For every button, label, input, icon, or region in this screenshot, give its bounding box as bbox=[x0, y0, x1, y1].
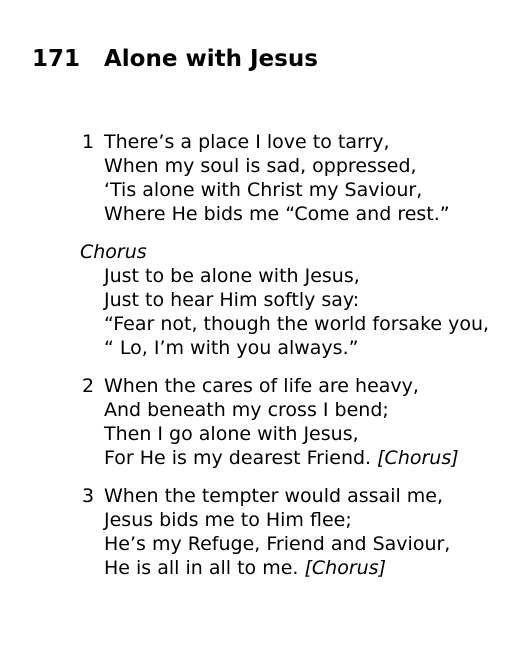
verse-line bbox=[80, 422, 489, 446]
verse-line-text: When the tempter would assail me, bbox=[104, 485, 444, 507]
verse-3 bbox=[80, 484, 489, 580]
verse-line bbox=[80, 508, 489, 532]
verse-line bbox=[80, 130, 489, 154]
verse-line bbox=[80, 556, 489, 580]
verse-line bbox=[80, 532, 489, 556]
verse-line-text: Then I go alone with Jesus, bbox=[104, 423, 359, 445]
verse-1 bbox=[80, 130, 489, 226]
verse-number: 1 bbox=[82, 131, 95, 153]
verse-line-text: And beneath my cross I bend; bbox=[104, 399, 389, 421]
hymn-body bbox=[80, 130, 489, 594]
chorus-line bbox=[80, 312, 489, 336]
hymn-number: 171 bbox=[32, 46, 81, 72]
verse-line-text: He is all in all to me. bbox=[104, 557, 299, 579]
verse-line bbox=[80, 398, 489, 422]
verse-line bbox=[80, 178, 489, 202]
verse-line bbox=[80, 484, 489, 508]
verse-line-text: Jesus bids me to Him flee; bbox=[104, 509, 352, 531]
hymn-header bbox=[32, 46, 318, 72]
verse-number: 2 bbox=[82, 375, 95, 397]
verse-line-text: He’s my Refuge, Friend and Saviour, bbox=[104, 533, 451, 555]
chorus-reference: [Chorus] bbox=[377, 447, 459, 469]
chorus-line bbox=[80, 264, 489, 288]
verse-number: 3 bbox=[82, 485, 95, 507]
verse-line bbox=[80, 202, 489, 226]
chorus-line-text: Just to hear Him softly say: bbox=[104, 289, 360, 311]
verse-line-text: When the cares of life are heavy, bbox=[104, 375, 419, 397]
verse-line-text: Where He bids me “Come and rest.” bbox=[104, 203, 450, 225]
chorus-line-text: Just to be alone with Jesus, bbox=[104, 265, 360, 287]
verse-line-text: For He is my dearest Friend. bbox=[104, 447, 372, 469]
chorus-reference: [Chorus] bbox=[304, 557, 386, 579]
verse-line-text: ‘Tis alone with Christ my Saviour, bbox=[104, 179, 423, 201]
chorus-line bbox=[80, 288, 489, 312]
verse-line bbox=[80, 446, 489, 470]
chorus-line-text: “Fear not, though the world forsake you, bbox=[104, 313, 490, 335]
chorus-line-text: “ Lo, I’m with you always.” bbox=[104, 337, 359, 359]
verse-line bbox=[80, 374, 489, 398]
verse-2 bbox=[80, 374, 489, 470]
verse-line-text: When my soul is sad, oppressed, bbox=[104, 155, 417, 177]
chorus bbox=[80, 240, 489, 360]
chorus-line bbox=[80, 336, 489, 360]
verse-line-text: There’s a place I love to tarry, bbox=[104, 131, 390, 153]
chorus-label: Chorus bbox=[80, 241, 147, 263]
hymn-title: Alone with Jesus bbox=[104, 46, 318, 72]
verse-line bbox=[80, 154, 489, 178]
